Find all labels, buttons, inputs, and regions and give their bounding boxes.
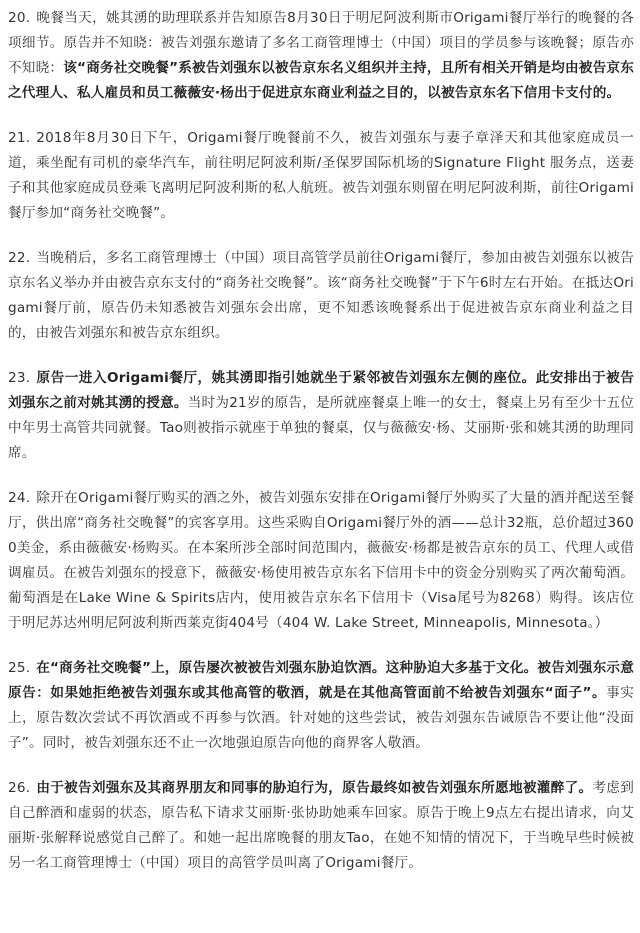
paragraph-bold-text: 在“商务社交晚餐”上，原告屡次被被告刘强东胁迫饮酒。这种胁迫大多基于文化。被告刘强东示意原告：如果她拒绝被告刘强东或其他高管的敬酒，就是在其他高管面前不给被告刘强东“面子”。 <box>8 660 634 701</box>
paragraph-number: 25. <box>8 660 31 676</box>
paragraph-23 <box>8 366 634 466</box>
paragraph-number: 20. <box>8 10 31 26</box>
paragraph-bold-text: 原告一进入Origami餐厅，姚其湧即指引她就坐于紧邻被告刘强东左侧的座位。此安排出于被告刘强东之前对姚其湧的授意。 <box>8 370 634 411</box>
paragraph-24 <box>8 486 634 636</box>
paragraph-25 <box>8 656 634 756</box>
paragraph-number: 26. <box>8 780 31 796</box>
paragraph-text: 事实上，原告数次尝试不再饮酒或不再参与饮酒。针对她的这些尝试，被告刘强东告诫原告不要让他“没面子”。同时，被告刘强东还不止一次地强迫原告向他的商界客人敬酒。 <box>8 685 634 751</box>
paragraph-20 <box>8 6 634 106</box>
paragraph-text: 除开在Origami餐厅购买的酒之外，被告刘强东安排在Origami餐厅外购买了大量的酒并配送至餐厅，供出席“商务社交晚餐”的宾客享用。这些采购自Origami餐厅外的酒——总计32瓶，总价超过3600美金，系由薇薇安·杨购买。在本案所涉全部时间范围内，薇薇安·杨都是被告京东的员工、代理人或借调雇员。在被告刘强东的授意下，薇薇安·杨使用被告京东名下信用卡中的资金分别购买了两次葡萄酒。葡萄酒是在Lake Wine & Spirits店内，使用被告京东名下信用卡（Visa尾号为8268）购得。该店位于明尼苏达州明尼阿波利斯西莱克街404号（404 W. Lake Street, Minneapolis, Minnesota。） <box>8 490 634 631</box>
paragraph-number: 21. <box>8 130 31 146</box>
paragraph-22 <box>8 246 634 346</box>
paragraph-bold-text: 该“商务社交晚餐”系被告刘强东以被告京东名义组织并主持，且所有相关开销是均由被告京东之代理人、私人雇员和员工薇薇安·杨出于促进京东商业利益之目的，以被告京东名下信用卡支付的。 <box>8 60 634 101</box>
paragraph-text: 2018年8月30日下午，Origami餐厅晚餐前不久，被告刘强东与妻子章泽天和其他家庭成员一道，乘坐配有司机的豪华汽车，前往明尼阿波利斯/圣保罗国际机场的Signature Flight 服务点，送妻子和其他家庭成员登乘飞离明尼阿波利斯的私人航班。被告刘强东则留在明尼阿波利斯，前往Origami餐厅参加“商务社交晚餐”。 <box>8 130 634 221</box>
paragraph-text: 晚餐当天，姚其湧的助理联系并告知原告8月30日于明尼阿波利斯市Origami餐厅举行的晚餐的各项细节。原告并不知晓：被告刘强东邀请了多名工商管理博士（中国）项目的学员参与该晚餐；原告亦不知晓： <box>8 10 634 76</box>
paragraph-text: 当时为21岁的原告，是所就座餐桌上唯一的女士，餐桌上另有至少十五位中年男士高管共同就餐。Tao则被指示就座于单独的餐桌，仅与薇薇安·杨、艾丽斯·张和姚其湧的助理同席。 <box>8 395 634 461</box>
paragraph-text: 当晚稍后，多名工商管理博士（中国）项目高管学员前往Origami餐厅，参加由被告刘强东以被告京东名义举办并由被告京东支付的“商务社交晚餐”。该“商务社交晚餐”于下午6时左右开始。在抵达Origami餐厅前，原告仍未知悉被告刘强东会出席，更不知悉该晚餐系出于促进被告京东商业利益之目的，由被告刘强东和被告京东组织。 <box>8 250 634 341</box>
paragraph-21 <box>8 126 634 226</box>
paragraph-26 <box>8 776 634 876</box>
paragraph-text: 考虑到自己醉酒和虚弱的状态，原告私下请求艾丽斯·张协助她乘车回家。原告于晚上9点左右提出请求，向艾丽斯·张解释说感觉自己醉了。和她一起出席晚餐的朋友Tao，在她不知情的情况下，于当晚早些时候被另一名工商管理博士（中国）项目的高管学员叫离了Origami餐厅。 <box>8 780 634 871</box>
paragraph-number: 23. <box>8 370 31 386</box>
paragraph-number: 22. <box>8 250 31 266</box>
paragraph-bold-text: 由于被告刘强东及其商界朋友和同事的胁迫行为，原告最终如被告刘强东所愿地被灌醉了。 <box>36 780 593 796</box>
paragraph-number: 24. <box>8 490 31 506</box>
